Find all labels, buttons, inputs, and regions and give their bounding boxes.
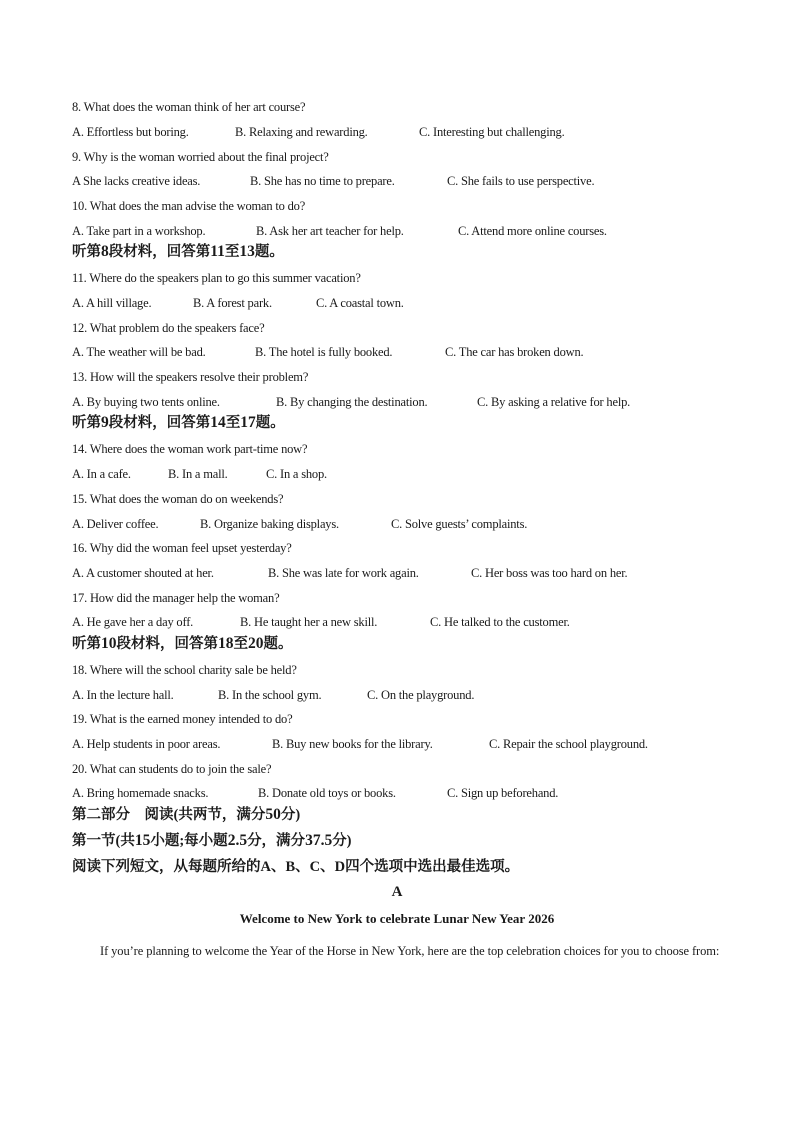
option-b: B. Buy new books for the library. bbox=[272, 737, 433, 751]
option-a: A. A hill village. bbox=[72, 296, 152, 310]
option-c: C. Repair the school playground. bbox=[489, 737, 648, 751]
option-a: A She lacks creative ideas. bbox=[72, 174, 201, 188]
option-b: B. A forest park. bbox=[193, 296, 272, 310]
question-9: 9. Why is the woman worried about the final project? bbox=[72, 150, 329, 164]
option-c: C. Solve guests’ complaints. bbox=[391, 517, 528, 531]
reading-instruction: 阅读下列短文，从每题所给的A、B、C、D四个选项中选出最佳选项。 bbox=[72, 859, 520, 875]
section-one-heading: 第一节(共15小题;每小题2.5分，满分37.5分) bbox=[72, 832, 352, 849]
option-c: C. He talked to the customer. bbox=[430, 615, 570, 629]
question-17: 17. How did the manager help the woman? bbox=[72, 591, 280, 605]
option-c: C. The car has broken down. bbox=[445, 345, 584, 359]
option-a: A. By buying two tents online. bbox=[72, 395, 220, 409]
option-b: B. In the school gym. bbox=[218, 688, 322, 702]
part-two-heading: 第二部分 阅读(共两节，满分50分) bbox=[72, 806, 301, 823]
question-15: 15. What does the woman do on weekends? bbox=[72, 492, 284, 506]
passage-letter: A bbox=[391, 884, 403, 900]
option-c: C. Attend more online courses. bbox=[458, 224, 607, 238]
question-14: 14. Where does the woman work part-time now? bbox=[72, 442, 308, 456]
option-a: A. Effortless but boring. bbox=[72, 125, 189, 139]
question-10: 10. What does the man advise the woman to do? bbox=[72, 199, 306, 213]
option-b: B. Ask her art teacher for help. bbox=[256, 224, 404, 238]
question-18: 18. Where will the school charity sale be held? bbox=[72, 663, 297, 677]
question-19: 19. What is the earned money intended to do? bbox=[72, 712, 293, 726]
option-c: C. In a shop. bbox=[266, 467, 327, 481]
passage-paragraph: If you’re planning to welcome the Year of the Horse in New York, here are the top celebration choices for you to choose from: bbox=[100, 944, 720, 958]
option-b: B. By changing the destination. bbox=[276, 395, 428, 409]
question-16: 16. Why did the woman feel upset yesterday? bbox=[72, 541, 292, 555]
option-a: A. In a cafe. bbox=[72, 467, 131, 481]
question-12: 12. What problem do the speakers face? bbox=[72, 321, 265, 335]
option-b: B. Organize baking displays. bbox=[200, 517, 339, 531]
option-c: C. On the playground. bbox=[367, 688, 475, 702]
question-8: 8. What does the woman think of her art course? bbox=[72, 100, 306, 114]
question-11: 11. Where do the speakers plan to go this summer vacation? bbox=[72, 271, 361, 285]
option-a: A. In the lecture hall. bbox=[72, 688, 174, 702]
question-13: 13. How will the speakers resolve their problem? bbox=[72, 370, 309, 384]
option-b: B. Relaxing and rewarding. bbox=[235, 125, 368, 139]
option-b: B. He taught her a new skill. bbox=[240, 615, 378, 629]
option-c: C. Interesting but challenging. bbox=[419, 125, 565, 139]
section-header-10: 听第10段材料，回答第18至20题。 bbox=[72, 635, 293, 652]
option-c: C. By asking a relative for help. bbox=[477, 395, 631, 409]
option-c: C. Her boss was too hard on her. bbox=[471, 566, 628, 580]
option-a: A. Deliver coffee. bbox=[72, 517, 159, 531]
section-header-8: 听第8段材料，回答第11至13题。 bbox=[72, 243, 284, 260]
option-c: C. Sign up beforehand. bbox=[447, 786, 559, 800]
option-a: A. The weather will be bad. bbox=[72, 345, 206, 359]
option-b: B. The hotel is fully booked. bbox=[255, 345, 393, 359]
option-c: C. She fails to use perspective. bbox=[447, 174, 595, 188]
option-b: B. She has no time to prepare. bbox=[250, 174, 395, 188]
option-b: B. In a mall. bbox=[168, 467, 228, 481]
section-header-9: 听第9段材料，回答第14至17题。 bbox=[72, 414, 285, 431]
option-a: A. A customer shouted at her. bbox=[72, 566, 214, 580]
option-a: A. Take part in a workshop. bbox=[72, 224, 206, 238]
option-c: C. A coastal town. bbox=[316, 296, 404, 310]
option-a: A. He gave her a day off. bbox=[72, 615, 194, 629]
question-20: 20. What can students do to join the sale? bbox=[72, 762, 272, 776]
option-a: A. Bring homemade snacks. bbox=[72, 786, 209, 800]
option-b: B. She was late for work again. bbox=[268, 566, 419, 580]
option-a: A. Help students in poor areas. bbox=[72, 737, 221, 751]
option-b: B. Donate old toys or books. bbox=[258, 786, 396, 800]
passage-title: Welcome to New York to celebrate Lunar New Year 2026 bbox=[239, 911, 555, 926]
